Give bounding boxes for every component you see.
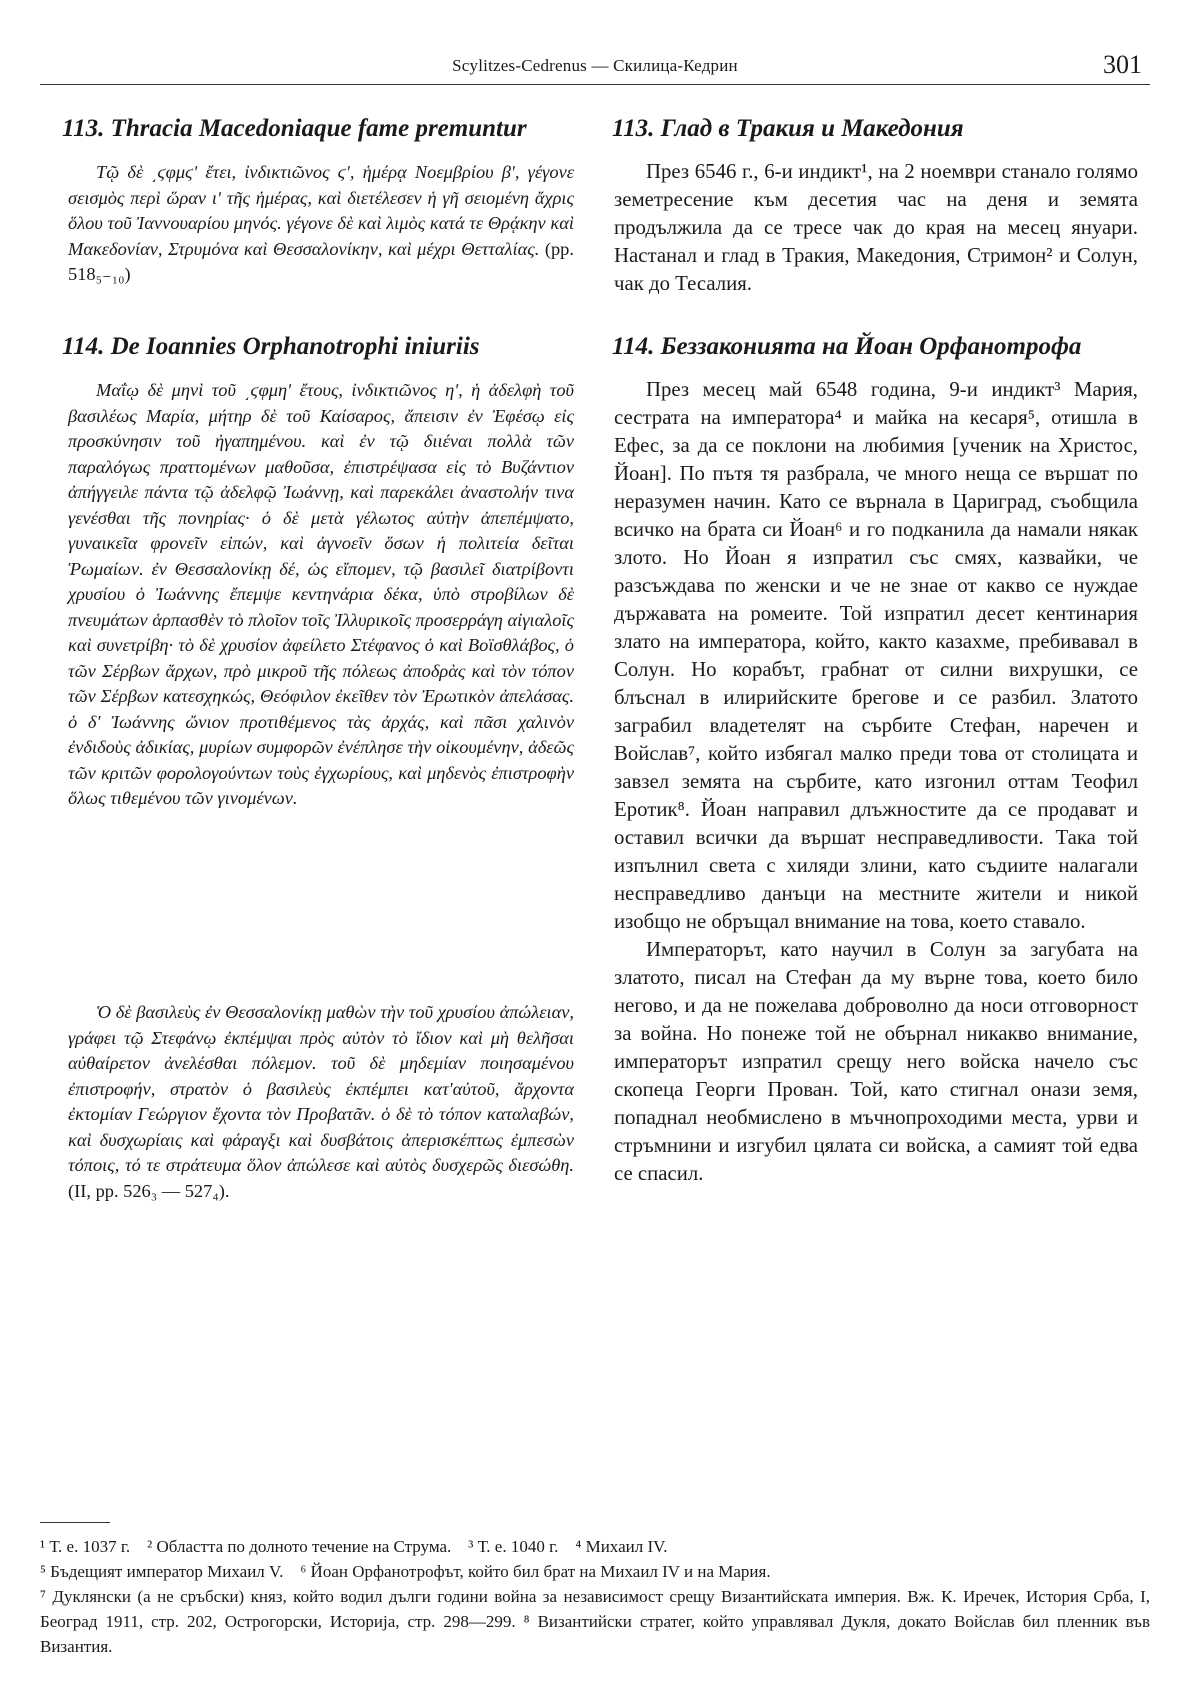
section-114-latin (62, 330, 574, 812)
footnote-rule (40, 1522, 110, 1523)
section-113-bulgarian-text: През 6546 г., 6-и индикт¹, на 2 ноември станало голямо земетресение към десетия час на деня и земята продължила да се тресе чак до края на месец януари. Настанал и глад в Тракия, Македония, Стримон² и Солун, чак до Тесалия. (614, 160, 1138, 295)
section-114-bulgarian-text: През месец май 6548 година, 9-и индикт³ Мария, сестрата на императора⁴ и майка на кесаря⁵, отишла в Ефес, за да се поклони на любимия [ученик на Христос, Йоан]. По пътя тя разбрала, че много неща се вършат по неразумен начин. Като се върнала в Цариград, съобщила всичко на брата си Йоан⁶ и го подканила да намали някак злото. Но Йоан я изпратил със смях, казвайки, че разсъждава по женски и че не знае от какво се нуждае държавата на ромеите. Той изпратил десет кентинария злато на императора, който, както казахме, пребивавал в Солун. Но корабът, грабнат от силни вихрушки, се блъснал в илирийските брегове и се разбил. Златото заграбил владетелят на сърбите Стефан, наречен и Войслав⁷, който избягал малко преди това от столицата и завзел земята на сърбите, като изгонил оттам Теофил Еротик⁸. Йоан направил длъжностите да се продават и оставил всички да вършат несправедливости. Така той изпълнил света с хиляди злини, като съдиите налагали несправедливо данъци на местните жители и никой изобщо не обръщал внимание на това, което ставало. (614, 378, 1138, 933)
page-number: 301 (1103, 50, 1142, 79)
section-114-greek-text: Μαΐῳ δὲ μηνὶ τοῦ ͵ϛφμηʹ ἔτους, ἰνδικτιῶνος ηʹ, ἡ ἀδελφὴ τοῦ βασιλέως Μαρία, μήτηρ δὲ τοῦ Καίσαρος, ἄπεισιν ἐν Ἐφέσῳ εἰς προσκύνησιν τοῦ ἠγαπημένου. καὶ ἐν τῷ διιέναι πολλὰ τῶν παραλόγως πραττομένων μαθοῦσα, ἐπιστρέψασα εἰς τὸ Βυζάντιον ἀπήγγειλε πάντα τῷ ἀδελφῷ Ἰωάννῃ, καὶ παρεκάλει ἀναστολήν τινα γενέσθαι τῆς πονηρίας· ὁ δὲ μετὰ γέλωτος αὐτὴν ἀπεπέμψατο, γυναικεῖα φρονεῖν εἰπών, καὶ ἀγνοεῖν ὅσων ἡ πολιτεία δεῖται Ῥωμαίων. ἐν Θεσσαλονίκῃ δέ, ὡς εἴπομεν, τῷ βασιλεῖ διατρίβοντι χρυσίου ὁ Ἰωάννης ἔπεμψε κεντηνάρια δέκα, ὑπὸ στροβίλων δὲ πνευμάτων ἁρπασθὲν τὸ πλοῖον τοῖς Ἰλλυρικοῖς προσερράγη αἰγιαλοῖς καὶ συνετρίβη· τὸ δὲ χρυσίον ἀφείλετο Στέφανος ὁ καὶ Βοϊσθλάβος, ὁ τῶν Σέρβων ἄρχων, πρὸ μικροῦ τῆς πόλεως ἀποδρὰς καὶ τὸν τόπον τῶν Σέρβων κατεσχηκώς, Θεόφιλον ἐκεῖθεν τὸν Ἐρωτικὸν ἀπελάσας. ὁ δ' Ἰωάννης ὤνιον προτιθέμενος τὰς ἀρχάς, καὶ πᾶσι χαλινὸν ἐνδιδοὺς ἀδικίας, μυρίων συμφορῶν ἐνέπλησε τὴν οἰκουμένην, ἀδεῶς τῶν κριτῶν φορολογούντων τοὺς ἐγχωρίους, καὶ μηδενὸς ἐπιστροφὴν ὅλως τιθεμένου τῶν γινομένων. (68, 380, 574, 808)
bulgarian-column (612, 112, 1138, 1185)
header-rule (40, 84, 1150, 85)
section-114-bulgarian-title: 114. Беззаконията на Йоан Орфанотрофа (612, 333, 1082, 360)
page-header (40, 48, 1150, 88)
section-114b-bulgarian-text: Императорът, като научил в Солун за загубата на златото, писал на Стефан да му върне това, което било негово, и да не пожелава доброволно да носи отговорност за война. Но понеже той не обърнал никакво внимание, императорът изпратил срещу него войска начело със скопеца Георги Прован. Той, като стигнал онази земя, попаднал необмислено в мъчнопроходими места, урви и стръмнини и изгубил цялата си войска, а самият той едва се спасил. (614, 938, 1138, 1185)
section-114-bulgarian (614, 330, 1138, 1188)
section-114b-greek-text (68, 1000, 574, 1204)
section-113-bulgarian-title: 113. Глад в Тракия и Македония (612, 115, 964, 142)
greek-113-citation: (pp. 518₅₋₁₀) (68, 238, 574, 284)
greek-114b-body: Ὁ δὲ βασιλεὺς ἐν Θεσσαλονίκῃ μαθὼν τὴν τοῦ χρυσίου ἀπώλειαν, γράφει τῷ Στεφάνῳ ἐκπέμψαι πρὸς αὐτὸν τὸ ἴδιον καὶ μὴ θελῆσαι αὐθαίρετον ἀνελέσθαι πόλεμον. τοῦ δὲ μηδεμίαν ποιησαμένου ἐπιστροφήν, στρατὸν ὁ βασιλεὺς ἐκπέμπει κατ'αὐτοῦ, ἄρχοντα ἐκτομίαν Γεώργιον ἔχοντα τὸν Προβατᾶν. ὁ δὲ τὸ τόπον καταλαβών, καὶ δυσχωρίαις καὶ φάραγξι καὶ δυσβάτοις ἀπερισκέπτως ἐμπεσὼν τόποις, τό τε στράτευμα ὅλον ἀπώλεσε καὶ αὐτὸς δυσχερῶς διεσώθη. (68, 1002, 574, 1175)
footnotes (40, 1534, 1150, 1659)
section-114b-greek (68, 1000, 574, 1204)
greek-column (62, 112, 574, 1201)
section-113-greek-text (68, 160, 574, 288)
greek-114b-citation: (II, pp. 526₃ — 527₄). (68, 1180, 230, 1201)
greek-113-body: Τῷ δὲ ͵ϛφμϛʹ ἔτει, ἰνδικτιῶνος ϛʹ, ἡμέρᾳ Νοεμβρίου βʹ, γέγονε σεισμὸς περὶ ὥραν ιʹ τῆς ἡμέρας, καὶ διετέλεσεν ἡ γῆ σειομένη ἄχρις ὅλου τοῦ Ἰαννουαρίου μηνός. γέγονε δὲ καὶ λιμὸς κατά τε Θρᾴκην καὶ Μακεδονίαν, Στρυμόνα καὶ Θεσσαλονίκην, καὶ μέχρι Θετταλίας. (68, 162, 574, 259)
section-114-latin-title: 114. De Ioannies Orphanotrophi iniuriis (62, 333, 480, 360)
running-title: Scylitzes-Cedrenus — Скилица-Кедрин (452, 56, 738, 75)
section-113-latin-title: 113. Thracia Macedoniaque fame premuntur (62, 115, 527, 142)
footnote-line-2: ⁵ Бъдещият император Михаил V. ⁶ Йоан Орфанотрофът, който бил брат на Михаил IV и на Мария. (40, 1562, 771, 1581)
footnote-line-1: ¹ Т. е. 1037 г. ² Областта по долното течение на Струма. ³ Т. е. 1040 г. ⁴ Михаил IV. (40, 1537, 668, 1556)
footnote-line-3: ⁷ Дуклянски (а не сръбски) княз, който водил дълги години война за независимост срещу Византийската империя. Вж. К. Иречек, История Срба, I, Београд 1911, стр. 202, Острогорски, Историја, стр. 298—299. ⁸ Византийски стратег, който управлявал Дукля, докато Войслав бил пленник във Византия. (40, 1587, 1150, 1656)
